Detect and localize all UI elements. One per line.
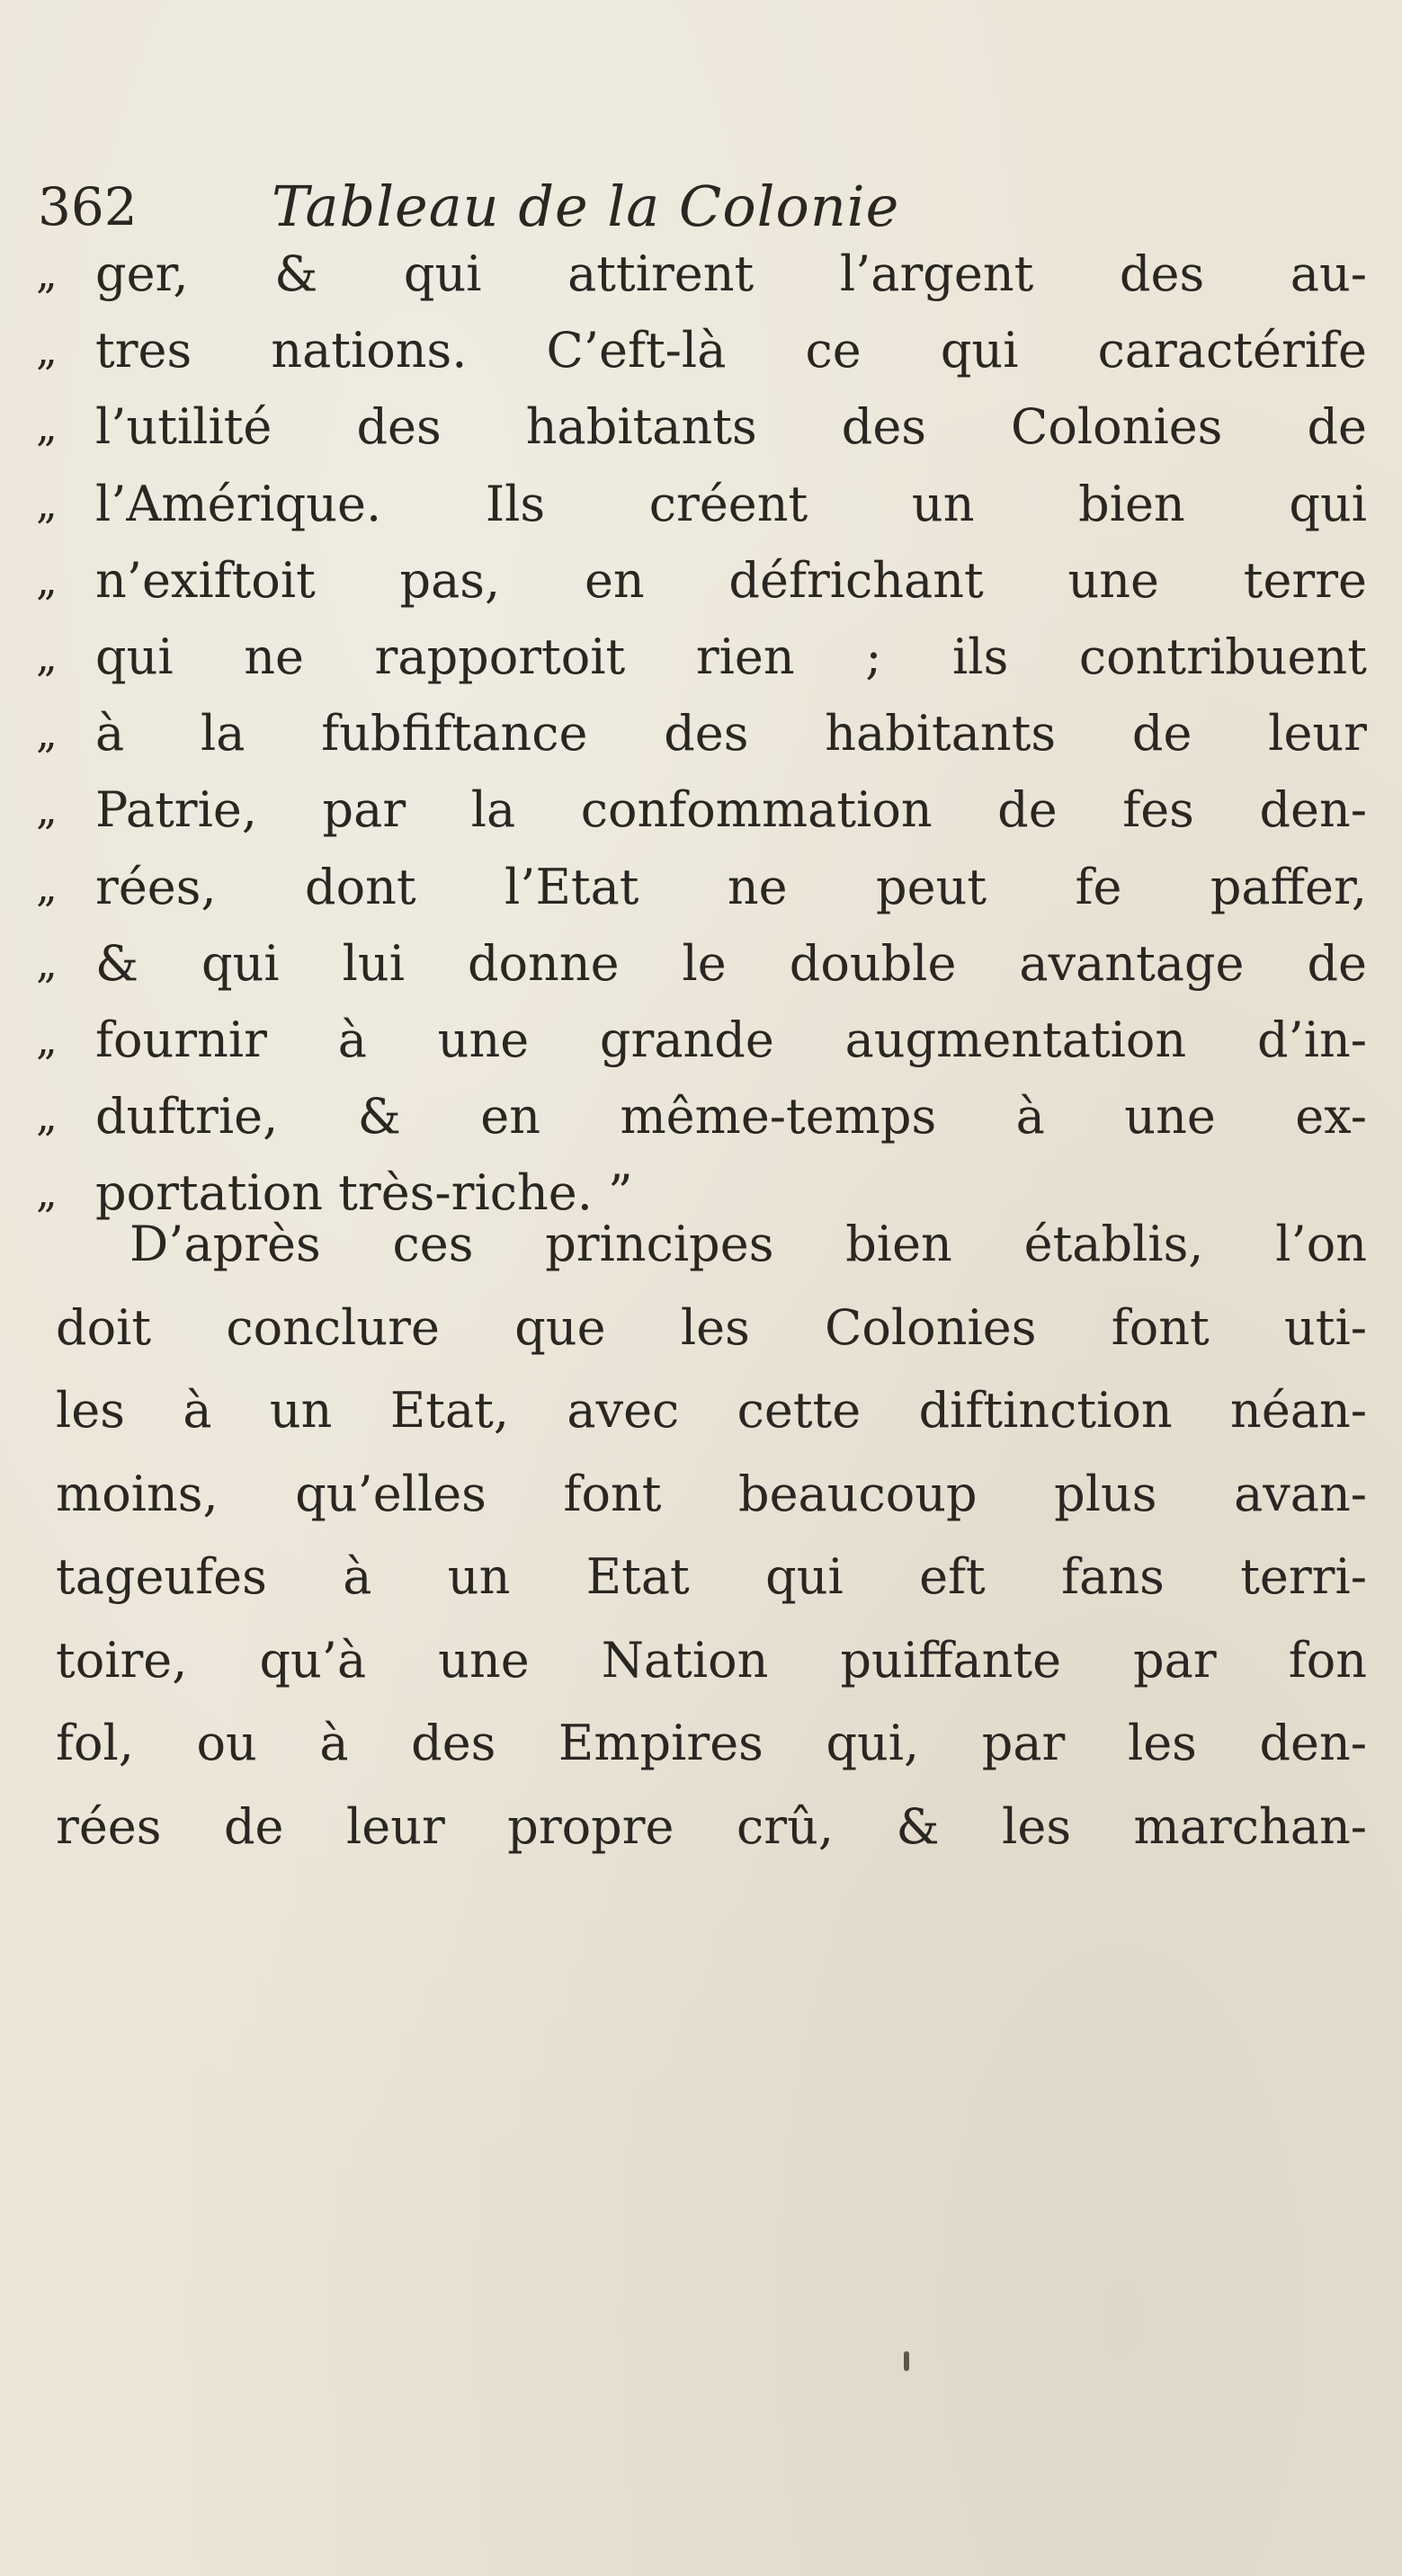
- quote-line: [36, 925, 1367, 1002]
- quote-line-text: l’Amérique. Ils créent un bien qui: [95, 475, 1367, 532]
- paragraph-line: moins, qu’elles font beaucoup plus avan-: [56, 1465, 1367, 1522]
- quote-line: [36, 849, 1367, 925]
- quote-line-text: portation très-riche. ”: [95, 1164, 633, 1222]
- quote-line-text: fournir à une grande augmentation d’in-: [95, 1011, 1367, 1068]
- paragraph-line: toire, qu’à une Nation puiffante par fon: [56, 1631, 1367, 1689]
- quoted-passage: [36, 236, 1367, 1231]
- quote-line: [36, 1078, 1367, 1154]
- quote-mark: „: [36, 1014, 58, 1064]
- running-title: Tableau de la Colonie: [272, 174, 900, 239]
- paragraph-line: fol, ou à des Empires qui, par les den-: [56, 1715, 1367, 1771]
- quote-mark: „: [36, 478, 58, 528]
- quote-mark: „: [36, 1168, 58, 1217]
- quote-mark: „: [36, 785, 58, 834]
- quote-mark: „: [36, 631, 58, 681]
- page-header: [38, 171, 1369, 243]
- quote-line: [36, 619, 1367, 695]
- quote-line-text: ger, & qui attirent l’argent des au-: [95, 245, 1367, 302]
- quote-line: [36, 388, 1367, 465]
- paragraph-line: les à un Etat, avec cette diftinction néan-: [56, 1382, 1367, 1439]
- quote-line-text: rées, dont l’Etat ne peut fe paffer,: [95, 858, 1367, 915]
- page-number: 362: [38, 176, 138, 237]
- quote-mark: „: [36, 402, 58, 451]
- quote-line-text: l’utilité des habitants des Colonies de: [95, 398, 1367, 456]
- quote-line: [36, 695, 1367, 771]
- quote-line-text: & qui lui donne le double avantage de: [95, 934, 1367, 992]
- quote-line-text: duftrie, & en même-temps à une ex-: [95, 1088, 1367, 1145]
- quote-mark: „: [36, 709, 58, 758]
- quote-line-text: à la fubfiftance des habitants de leur: [95, 705, 1367, 762]
- paragraph-line: tageufes à un Etat qui eft fans terri-: [56, 1548, 1367, 1605]
- paragraph-line: rées de leur propre crû, & les marchan-: [56, 1797, 1367, 1855]
- quote-mark: „: [36, 1092, 58, 1141]
- quote-line: [36, 771, 1367, 848]
- paragraph-line: D’après ces principes bien établis, l’on: [129, 1216, 1367, 1272]
- quote-line-text: n’exiftoit pas, en défrichant une terre: [95, 551, 1367, 609]
- quote-line: [36, 312, 1367, 388]
- quote-line: [36, 542, 1367, 619]
- quote-mark: „: [36, 249, 58, 298]
- paragraph-line: doit conclure que les Colonies font uti-: [56, 1298, 1367, 1356]
- quote-mark: „: [36, 325, 58, 375]
- quote-line-text: tres nations. C’eft-là ce qui caractérife: [95, 322, 1367, 379]
- quote-line: [36, 466, 1367, 542]
- quote-line-text: qui ne rapportoit rien ; ils contribuent: [95, 628, 1367, 685]
- quote-line-text: Patrie, par la confommation de fes den-: [95, 781, 1367, 839]
- body-paragraph: [56, 1203, 1367, 1868]
- ink-speck: [904, 2351, 909, 2371]
- quote-line: [36, 236, 1367, 312]
- quote-line: [36, 1002, 1367, 1078]
- quote-mark: „: [36, 861, 58, 911]
- quote-mark: „: [36, 938, 58, 987]
- quote-mark: „: [36, 555, 58, 604]
